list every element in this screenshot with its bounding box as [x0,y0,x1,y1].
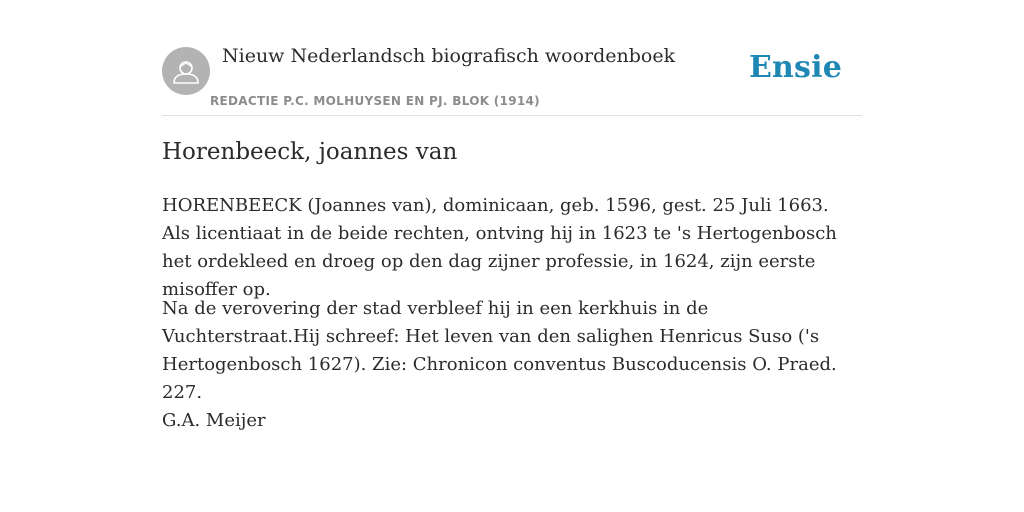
source-header [162,44,862,116]
entry-title: Horenbeeck, joannes van [162,139,458,165]
ensie-logo[interactable]: Ensie [748,50,842,85]
source-title[interactable]: Nieuw Nederlandsch biografisch woordenboek [222,45,676,67]
source-editors: REDACTIE P.C. MOLHUYSEN EN PJ. BLOK (1914) [210,94,540,108]
entry-author: G.A. Meijer [162,410,266,431]
user-icon[interactable] [162,47,210,95]
entry-paragraph-1: HORENBEECK (Joannes van), dominicaan, geb. 1596, gest. 25 Juli 1663. Als licentiaat in de beide rechten, ontving hij in 1623 te 's Hertogenbosch het ordekleed en droeg op den dag zijner professie, in 1624, zijn eerste misoffer op. [162,195,837,300]
entry-paragraph-2: Na de verovering der stad verbleef hij in een kerkhuis in de Vuchterstraat.Hij schreef: Het leven van den salighen Henricus Suso ('s Hertogenbosch 1627). Zie: Chronicon conventus Buscoducensis O. Praed. 227. [162,298,837,403]
